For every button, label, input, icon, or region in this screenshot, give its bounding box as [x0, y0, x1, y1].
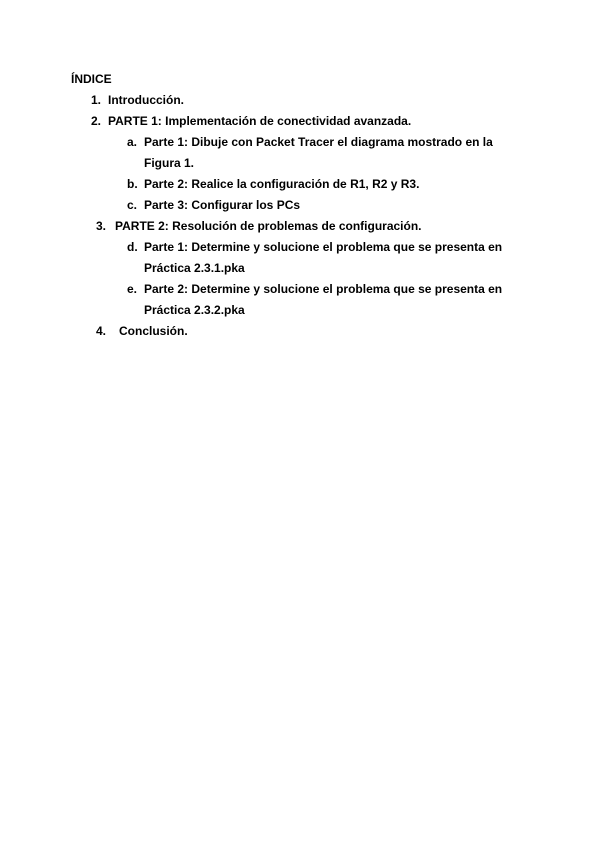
toc-item-1-text: Introducción.: [108, 93, 184, 107]
toc-item-2-number: 2.: [91, 114, 102, 128]
toc-subitem-a-line1: Parte 1: Dibuje con Packet Tracer el diagrama mostrado en la: [144, 135, 493, 149]
toc-subitem-d-line1: Parte 1: Determine y solucione el problema que se presenta en: [144, 240, 503, 254]
toc-subitem-d-line2: Práctica 2.3.1.pka: [144, 261, 245, 275]
toc-item-4-text: Conclusión.: [119, 324, 188, 338]
toc-subitem-a-line2: Figura 1.: [144, 156, 195, 170]
toc-subitem-b-letter: b.: [127, 177, 138, 191]
toc-item-3-number: 3.: [96, 219, 107, 233]
toc-subitem-e-letter: e.: [127, 282, 138, 296]
toc-subitem-e-line2: Práctica 2.3.2.pka: [144, 303, 245, 317]
toc-item-3-text: PARTE 2: Resolución de problemas de configuración.: [115, 219, 422, 233]
toc-item-2-text: PARTE 1: Implementación de conectividad avanzada.: [108, 114, 412, 128]
toc-subitem-c-letter: c.: [127, 198, 138, 212]
toc-subitem-e-line1: Parte 2: Determine y solucione el problema que se presenta en: [144, 282, 503, 296]
toc-subitem-c-line1: Parte 3: Configurar los PCs: [144, 198, 301, 212]
toc-item-4-number: 4.: [96, 324, 107, 338]
index-heading: ÍNDICE: [71, 72, 112, 86]
toc-subitem-d-letter: d.: [127, 240, 138, 254]
toc-item-1-number: 1.: [91, 93, 102, 107]
toc-subitem-a-letter: a.: [127, 135, 138, 149]
toc-subitem-b-line1: Parte 2: Realice la configuración de R1, R2 y R3.: [144, 177, 420, 191]
